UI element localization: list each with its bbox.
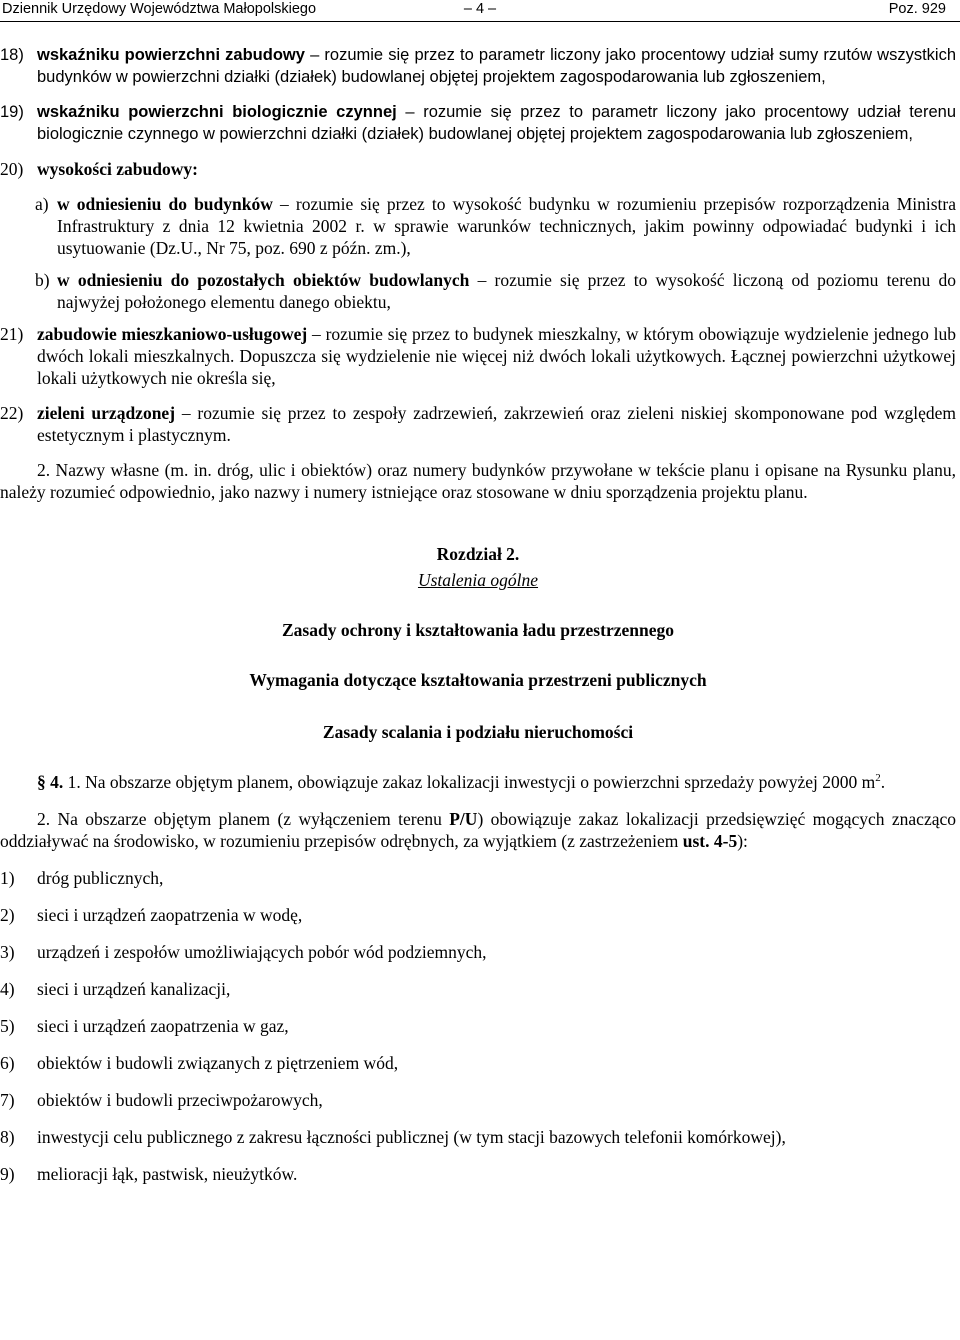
paragraph-2: 2. Nazwy własne (m. in. dróg, ulic i obiektów) oraz numery budynków przywołane w tekście planu i opisane na Rysunku planu, należy rozumieć odpowiednio, jako nazwy i numery istniejące oraz stosowane w dniu sporządzenia projektu planu. <box>0 460 956 502</box>
definition-term: wskaźniku powierzchni biologicznie czynnej <box>37 103 397 121</box>
subpoint-term: w odniesieniu do budynków <box>57 194 273 214</box>
definition-term: wysokości zabudowy: <box>37 159 198 179</box>
list-item <box>0 941 956 963</box>
paragraph-4-2 <box>0 808 956 852</box>
list-number: 1) <box>0 868 15 888</box>
list-text: sieci i urządzeń kanalizacji, <box>37 979 231 999</box>
list-item <box>0 1126 956 1148</box>
chapter-number: Rozdział 2. <box>436 544 520 564</box>
area-symbol: P/U <box>449 809 478 829</box>
definition-21 <box>0 323 956 389</box>
reference: ust. 4-5 <box>682 831 738 851</box>
definition-number: 22) <box>0 403 24 423</box>
document-body <box>0 44 956 1185</box>
list-number: 3) <box>0 942 15 962</box>
page-number: – 4 – <box>463 1 497 17</box>
chapter-title: Ustalenia ogólne <box>417 570 539 590</box>
definition-text: – rozumie się przez to parametr liczony jako procentowy udział terenu biologicznie czynnego w powierzchni działki (działek) budowlanej objętej projektem zagospodarowania lub zgłoszeniem, <box>37 103 956 143</box>
exception-list <box>0 867 956 1185</box>
subpoint-letter: a) <box>35 194 49 214</box>
list-number: 8) <box>0 1127 15 1147</box>
definition-text: – rozumie się przez to parametr liczony jako procentowy udział sumy rzutów wszystkich budynków w powierzchni działki (działek) budowlanej objętej projektem zagospodarowania lub zgłoszeniem, <box>37 46 957 86</box>
list-item <box>0 904 956 926</box>
list-number: 6) <box>0 1053 15 1073</box>
item-number: Poz. 929 <box>888 1 946 17</box>
list-text: melioracji łąk, pastwisk, nieużytków. <box>37 1164 298 1184</box>
list-item <box>0 978 956 1000</box>
definition-text: – rozumie się przez to zespoły zadrzewień, zakrzewień oraz zieleni niskiej skomponowane pod względem estetycznym i plastycznym. <box>37 403 956 445</box>
section-heading-2: Wymagania dotyczące kształtowania przestrzeni publicznych <box>249 670 707 690</box>
list-text: sieci i urządzeń zaopatrzenia w wodę, <box>37 905 303 925</box>
definition-18 <box>0 44 956 88</box>
list-number: 2) <box>0 905 15 925</box>
list-text: inwestycji celu publicznego z zakresu łączności publicznej (w tym stacji bazowych telefonii komórkowej), <box>37 1127 786 1147</box>
definition-number: 21) <box>0 324 24 344</box>
list-item <box>0 1163 956 1185</box>
definition-20 <box>0 158 956 180</box>
section-heading-1: Zasady ochrony i kształtowania ładu przestrzennego <box>282 620 674 640</box>
paragraph-text: 1. Na obszarze objętym planem, obowiązuje zakaz lokalizacji inwestycji o powierzchni sprzedaży powyżej 2000 m <box>63 772 876 792</box>
paragraph-4-1 <box>0 771 956 793</box>
list-number: 4) <box>0 979 15 999</box>
paragraph-text: ) obowiązuje zakaz lokalizacji przedsięwzięć mogących znacząco oddziaływać na środowisko, w rozumieniu przepisów odrębnych, za wyjątkiem (z zastrzeżeniem <box>0 809 956 851</box>
list-number: 5) <box>0 1016 15 1036</box>
definition-term: zabudowie mieszkaniowo-usługowej <box>37 324 308 344</box>
section-heading-3: Zasady scalania i podziału nieruchomości <box>322 722 634 742</box>
definition-number: 18) <box>0 46 24 64</box>
list-text: dróg publicznych, <box>37 868 164 888</box>
subpoint-letter: b) <box>35 270 50 290</box>
subpoint-text: – rozumie się przez to wysokość budynku w rozumieniu przepisów rozporządzenia Ministra Infrastruktury z dnia 12 kwietnia 2002 r. w sprawie warunków technicznych, jakim powinny odpowiadać budynki i ich usytuowanie (Dz.U., Nr 75, poz. 690 z późn. zm.), <box>57 194 956 258</box>
subpoint-term: w odniesieniu do pozostałych obiektów budowlanych <box>57 270 470 290</box>
definition-term: zieleni urządzonej <box>37 403 176 423</box>
list-item <box>0 1015 956 1037</box>
definition-20b <box>0 269 956 313</box>
definition-term: wskaźniku powierzchni zabudowy <box>37 46 305 64</box>
list-item <box>0 1052 956 1074</box>
list-text: sieci i urządzeń zaopatrzenia w gaz, <box>37 1016 289 1036</box>
list-text: urządzeń i zespołów umożliwiających pobór wód podziemnych, <box>37 942 487 962</box>
list-item <box>0 867 956 889</box>
section-mark: § 4. <box>37 772 64 792</box>
list-number: 9) <box>0 1164 15 1184</box>
header-rule <box>0 21 960 22</box>
superscript: 2 <box>875 772 881 785</box>
paragraph-text: 2. Na obszarze objętym planem (z wyłączeniem terenu <box>37 809 450 829</box>
list-text: obiektów i budowli związanych z piętrzeniem wód, <box>37 1053 399 1073</box>
paragraph-text: ): <box>737 831 748 851</box>
definition-number: 20) <box>0 159 24 179</box>
definition-22 <box>0 402 956 446</box>
list-number: 7) <box>0 1090 15 1110</box>
definition-number: 19) <box>0 103 24 121</box>
definition-text: – rozumie się przez to budynek mieszkalny, w którym obowiązuje wydzielenie jednego lub dwóch lokali mieszkalnych. Dopuszcza się wydzielenie nie więcej niż dwóch lokali użytkowych. Łącznej powierzchni użytkowej lokali użytkowych nie określa się, <box>37 324 956 388</box>
definition-20a <box>0 193 956 259</box>
list-text: obiektów i budowli przeciwpożarowych, <box>37 1090 323 1110</box>
subpoint-text: – rozumie się przez to wysokość liczoną od poziomu terenu do najwyżej położonego elementu danego obiektu, <box>57 270 956 312</box>
page-header <box>0 0 960 22</box>
paragraph-end: . <box>880 772 886 792</box>
list-item <box>0 1089 956 1111</box>
definition-19 <box>0 101 956 145</box>
journal-title: Dziennik Urzędowy Województwa Małopolskiego <box>2 1 317 17</box>
